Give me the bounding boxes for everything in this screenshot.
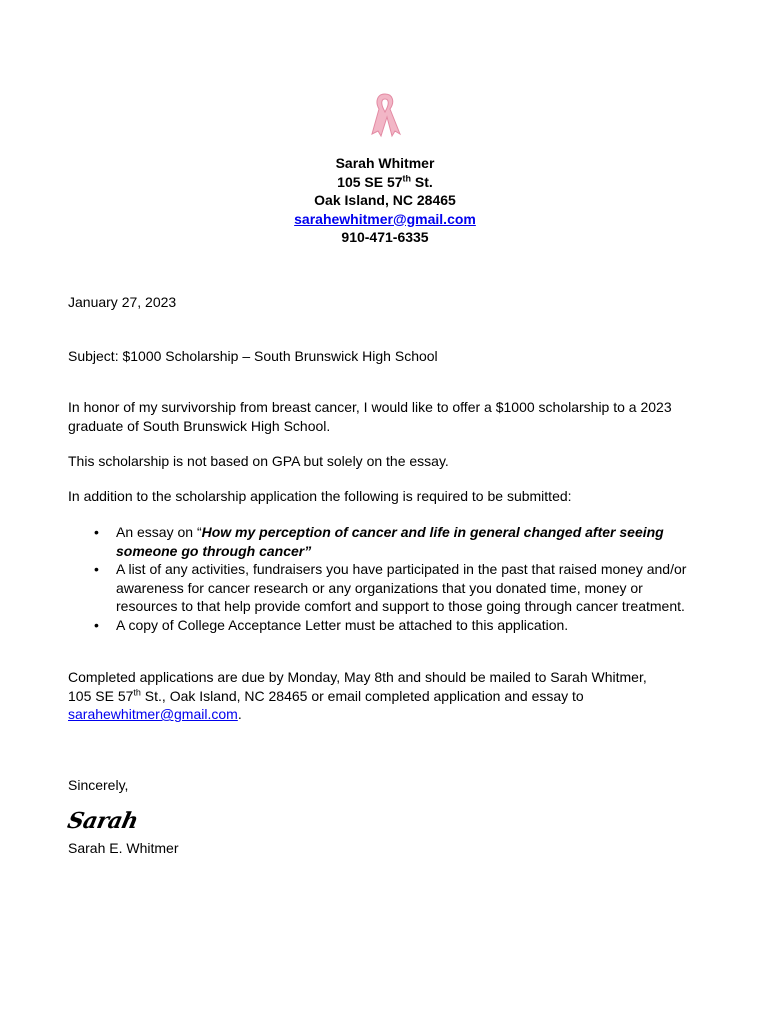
letter-subject: Subject: $1000 Scholarship – South Brunswick High School xyxy=(68,348,438,364)
sender-address-street: 105 SE 57th St. xyxy=(337,172,433,190)
letterhead xyxy=(0,154,770,247)
list-item: • A copy of College Acceptance Letter must be attached to this application. xyxy=(94,616,569,633)
bullet-icon: • xyxy=(94,561,99,577)
signer-name: Sarah E. Whitmer xyxy=(68,840,179,856)
letter-date: January 27, 2023 xyxy=(68,294,177,310)
requirements-intro: In addition to the scholarship application the following is required to be submitted: xyxy=(68,488,572,504)
handwritten-signature: Sarah xyxy=(65,808,141,834)
list-item: • A list of any activities, fundraisers you have participated in the past that raised money and/or awareness for cancer research or any organizations that you donated time, money or resources to that help provide comfort and support to those going through cancer treatment. xyxy=(94,561,687,614)
list-item: • An essay on “How my perception of cancer and life in general changed after seeing someone go through cancer” xyxy=(94,524,664,559)
signoff: Sincerely, xyxy=(68,777,129,793)
closing-email-link[interactable]: sarahewhitmer@gmail.com xyxy=(68,706,238,722)
bullet-icon: • xyxy=(94,524,99,540)
basis-paragraph: This scholarship is not based on GPA but solely on the essay. xyxy=(68,453,449,469)
sender-email-link[interactable]: sarahewhitmer@gmail.com xyxy=(294,210,476,227)
intro-paragraph: In honor of my survivorship from breast cancer, I would like to offer a $1000 scholarship to a 2023 graduate of South Brunswick High School. xyxy=(68,399,672,434)
sender-address-city: Oak Island, NC 28465 xyxy=(314,192,456,208)
closing-paragraph: Completed applications are due by Monday, May 8th and should be mailed to Sarah Whitmer, 105 SE 57th St., Oak Island, NC 28465 or email completed application and essay to sarahewhitmer@gmail.com. xyxy=(68,669,647,722)
pink-ribbon-icon xyxy=(368,90,402,138)
requirements-list xyxy=(68,523,708,634)
bullet-icon: • xyxy=(94,616,99,633)
sender-name: Sarah Whitmer xyxy=(335,155,435,171)
sender-phone: 910-471-6335 xyxy=(341,229,429,245)
